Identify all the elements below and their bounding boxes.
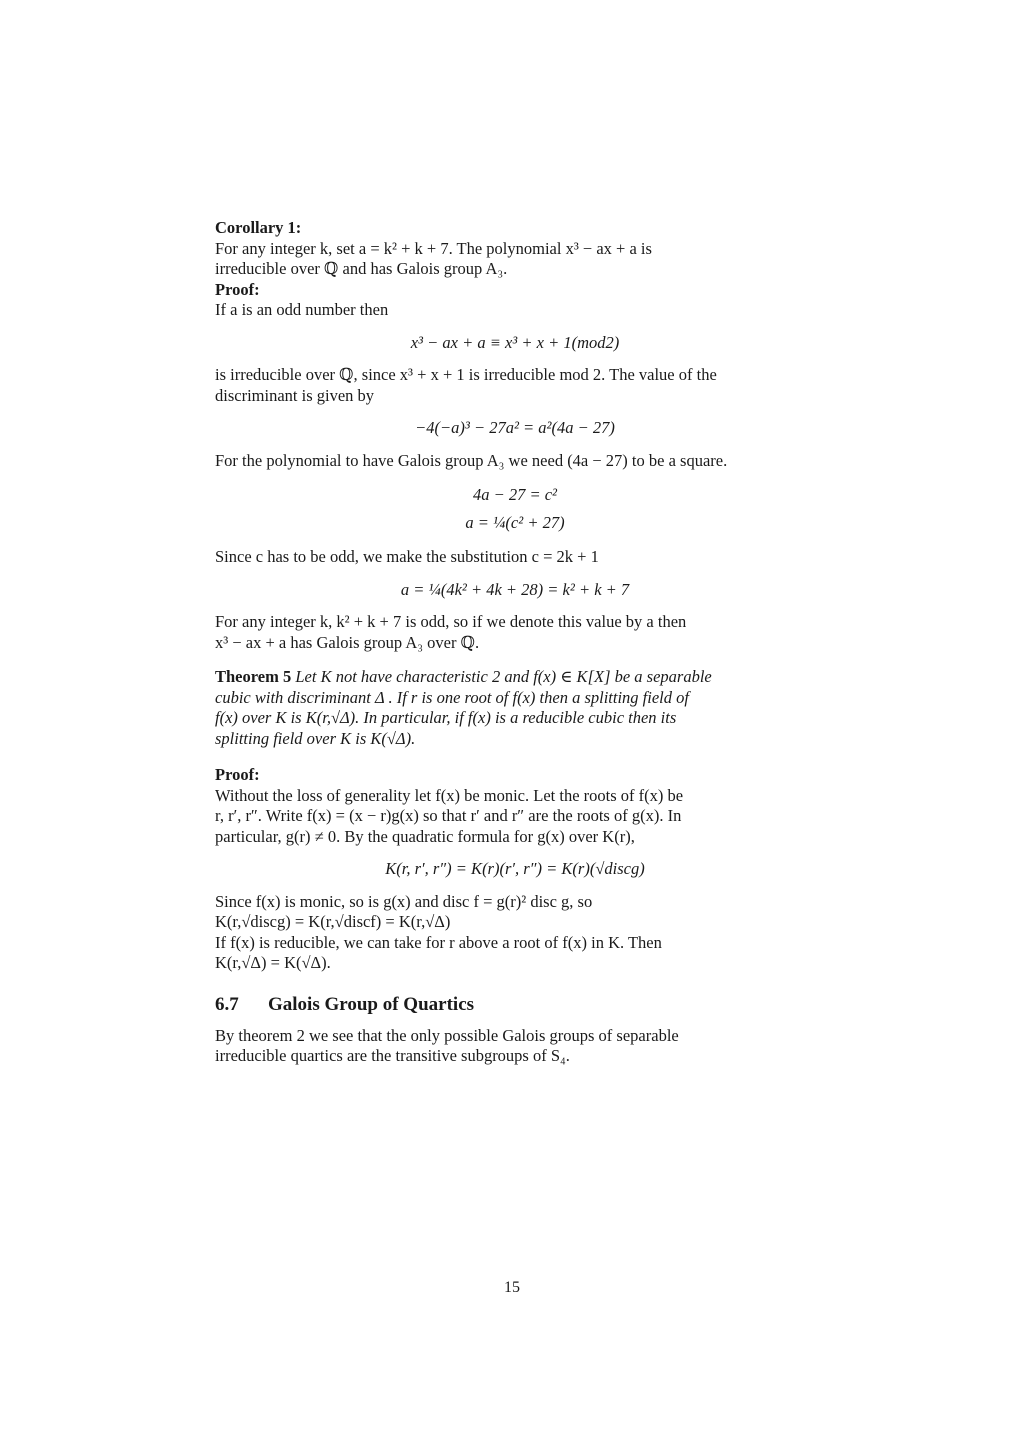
equation-mod2: x³ − ax + a ≡ x³ + x + 1(mod2) xyxy=(410,332,620,352)
page-content xyxy=(215,218,815,1067)
proof-2-line4: Since f(x) is monic, so is g(x) and disc f = g(r)² disc g, so xyxy=(215,891,593,911)
section-title-text: Galois Group of Quartics xyxy=(268,993,475,1015)
theorem-line1 xyxy=(215,667,815,688)
theorem-body-line4: splitting field over K is K(√Δ). xyxy=(215,728,416,748)
equation-discriminant: −4(−a)³ − 27a² = a²(4a − 27) xyxy=(415,418,615,437)
theorem-5 xyxy=(215,667,815,749)
proof-2 xyxy=(215,765,815,974)
corollary-statement-line2: irreducible over ℚ and has Galois group A₃. xyxy=(215,259,508,278)
proof-2-line6: If f(x) is reducible, we can take for r above a root of f(x) in K. Then xyxy=(215,932,662,952)
equation-system-row2: a = ¼(c² + 27) xyxy=(465,513,565,532)
proof-1-conclusion-line2: x³ − ax + a has Galois group A₃ over ℚ. xyxy=(215,632,480,652)
section-para-line2: irreducible quartics are the transitive subgroups of S₄. xyxy=(215,1046,570,1065)
corollary xyxy=(215,218,815,280)
corollary-heading: Corollary 1: xyxy=(215,218,302,237)
section-heading xyxy=(215,992,815,1018)
theorem-body-line2: cubic with discriminant Δ . If r is one root of f(x) then a splitting field of xyxy=(215,687,689,707)
proof-1-heading: Proof: xyxy=(215,279,260,299)
corollary-statement-line1: For any integer k, set a = k² + k + 7. The polynomial x³ − ax + a is xyxy=(215,238,652,258)
section-number: 6.7 xyxy=(215,993,239,1015)
equation-system-row1: 4a − 27 = c² xyxy=(472,485,558,504)
proof-1-substitution: Since c has to be odd, we make the substitution c = 2k + 1 xyxy=(215,547,599,566)
proof-1 xyxy=(215,280,815,654)
equation-substituted: a = ¼(4k² + 4k + 28) = k² + k + 7 xyxy=(400,579,630,599)
theorem-label: Theorem 5 xyxy=(215,667,292,686)
proof-1-text-line2: discriminant is given by xyxy=(215,385,375,405)
theorem-body-line1: Let K not have characteristic 2 and f(x) ∈ K[X] be a separable xyxy=(295,667,712,686)
proof-1-intro: If a is an odd number then xyxy=(215,300,389,319)
equation-system xyxy=(215,481,815,537)
proof-2-line7: K(r,√Δ) = K(√Δ). xyxy=(215,953,331,972)
theorem-body-line3: f(x) over K is K(r,√Δ). In particular, if f(x) is a reducible cubic then its xyxy=(215,708,677,727)
proof-1-need-square: For the polynomial to have Galois group A₃ we need (4a − 27) to be a square. xyxy=(215,450,728,470)
proof-2-line5: K(r,√discg) = K(r,√discf) = K(r,√Δ) xyxy=(215,912,451,931)
proof-2-line2: r, r′, r″. Write f(x) = (x − r)g(x) so that r′ and r″ are the roots of g(x). In xyxy=(215,806,682,825)
proof-1-text-line1: is irreducible over ℚ, since x³ + x + 1 is irreducible mod 2. The value of the xyxy=(215,365,717,384)
proof-2-line3: particular, g(r) ≠ 0. By the quadratic formula for g(x) over K(r), xyxy=(215,826,635,846)
proof-2-line1: Without the loss of generality let f(x) be monic. Let the roots of f(x) be xyxy=(215,785,684,805)
page-number: 15 xyxy=(504,1279,520,1296)
proof-1-conclusion-line1: For any integer k, k² + k + 7 is odd, so if we denote this value by a then xyxy=(215,612,687,631)
proof-2-heading: Proof: xyxy=(215,765,260,784)
section-para-line1: By theorem 2 we see that the only possible Galois groups of separable xyxy=(215,1025,679,1045)
equation-splitting-field: K(r, r′, r″) = K(r)(r′, r″) = K(r)(√discg) xyxy=(385,859,645,878)
